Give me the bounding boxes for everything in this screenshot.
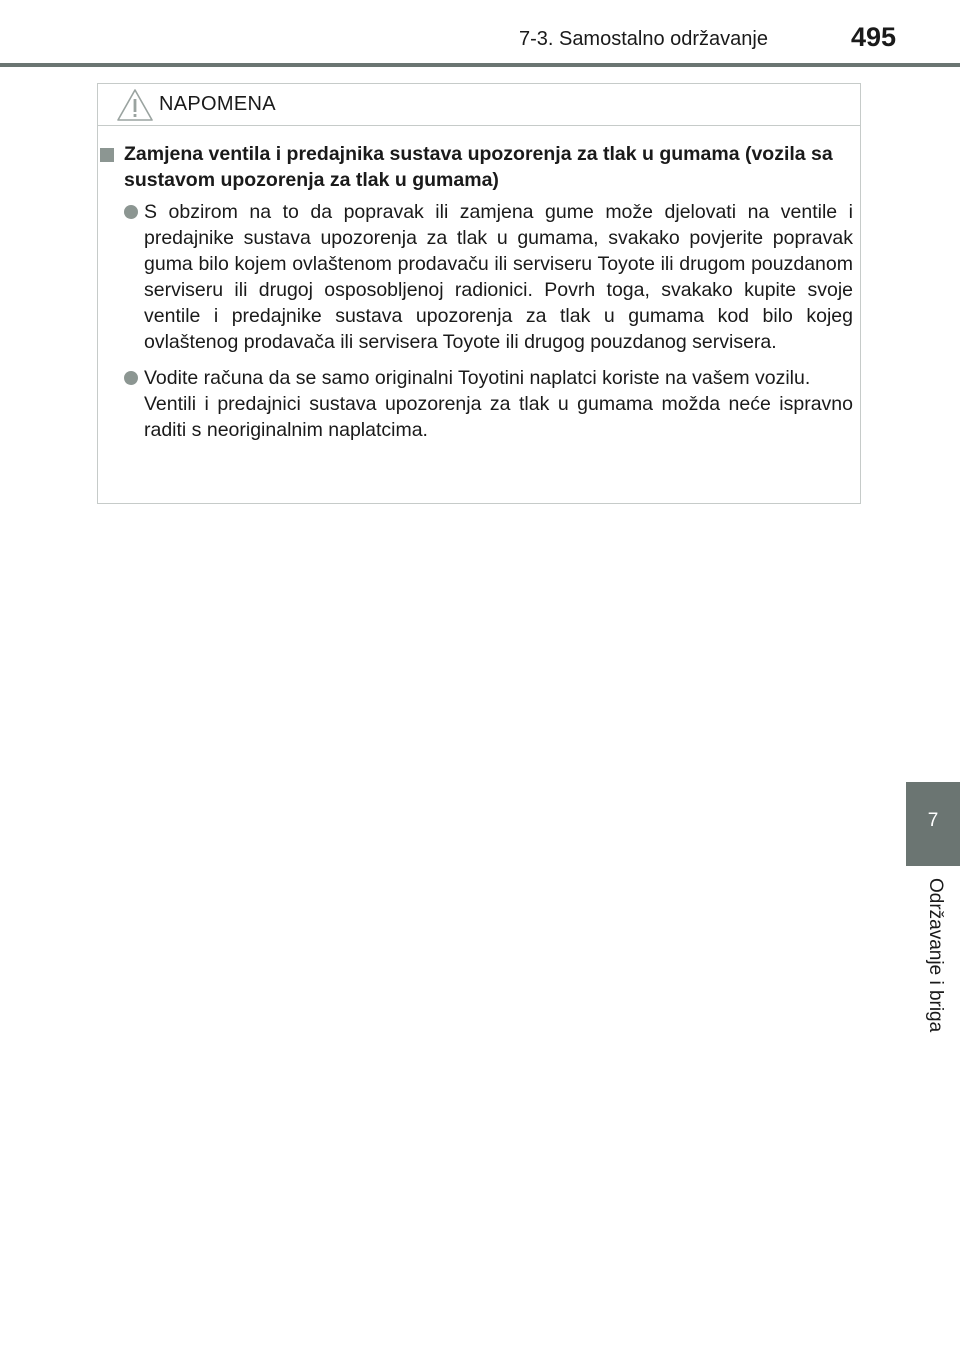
section-title-text: Zamjena ventila i predajnika sustava upozorenja za tlak u gumama (vozila sa sustavom upozorenja za tlak u gumama) <box>124 143 833 191</box>
chapter-tab-number: 7 <box>927 810 939 831</box>
note-title: NAPOMENA <box>159 93 276 115</box>
square-bullet-icon <box>100 148 114 162</box>
page-number: 495 <box>850 22 896 52</box>
note-header <box>98 84 860 126</box>
chapter-tab <box>906 782 960 866</box>
circle-bullet-icon <box>124 371 138 385</box>
section-title <box>124 141 834 193</box>
list-item <box>144 365 853 443</box>
item-paragraph: Ventili i predajnici sustava upozorenja za tlak u gumama možda neće ispravno raditi s neoriginalnim naplatcima. <box>144 393 853 441</box>
note-box <box>97 83 861 504</box>
chapter-side-label <box>916 878 946 1048</box>
item-paragraph: S obzirom na to da popravak ili zamjena gume može djelovati na ventile i predajnike sustava upozorenja za tlak u gumama, svakako povjerite popravak guma bilo kojem ovlaštenom prodavaču ili serviseru Toyote ili drugom pouzdanom serviseru ili drugoj osposobljenoj radionici. Povrh toga, svakako kupite svoje ventile i predajnike sustava upozorenja za tlak u gumama kod bilo kojeg ovlaštenog prodavača ili servisera Toyote ili drugog pouzdanog servisera. <box>144 201 853 353</box>
chapter-side-label-text: Održavanje i briga <box>925 878 946 1033</box>
warning-triangle-icon <box>116 88 154 122</box>
list-item <box>144 199 853 355</box>
note-section <box>98 141 860 443</box>
chapter-title: 7-3. Samostalno održavanje <box>518 28 768 50</box>
item-paragraph: Vodite računa da se samo originalni Toyotini naplatci koriste na vašem vozilu. <box>144 367 811 389</box>
circle-bullet-icon <box>124 205 138 219</box>
header-divider <box>0 63 960 67</box>
